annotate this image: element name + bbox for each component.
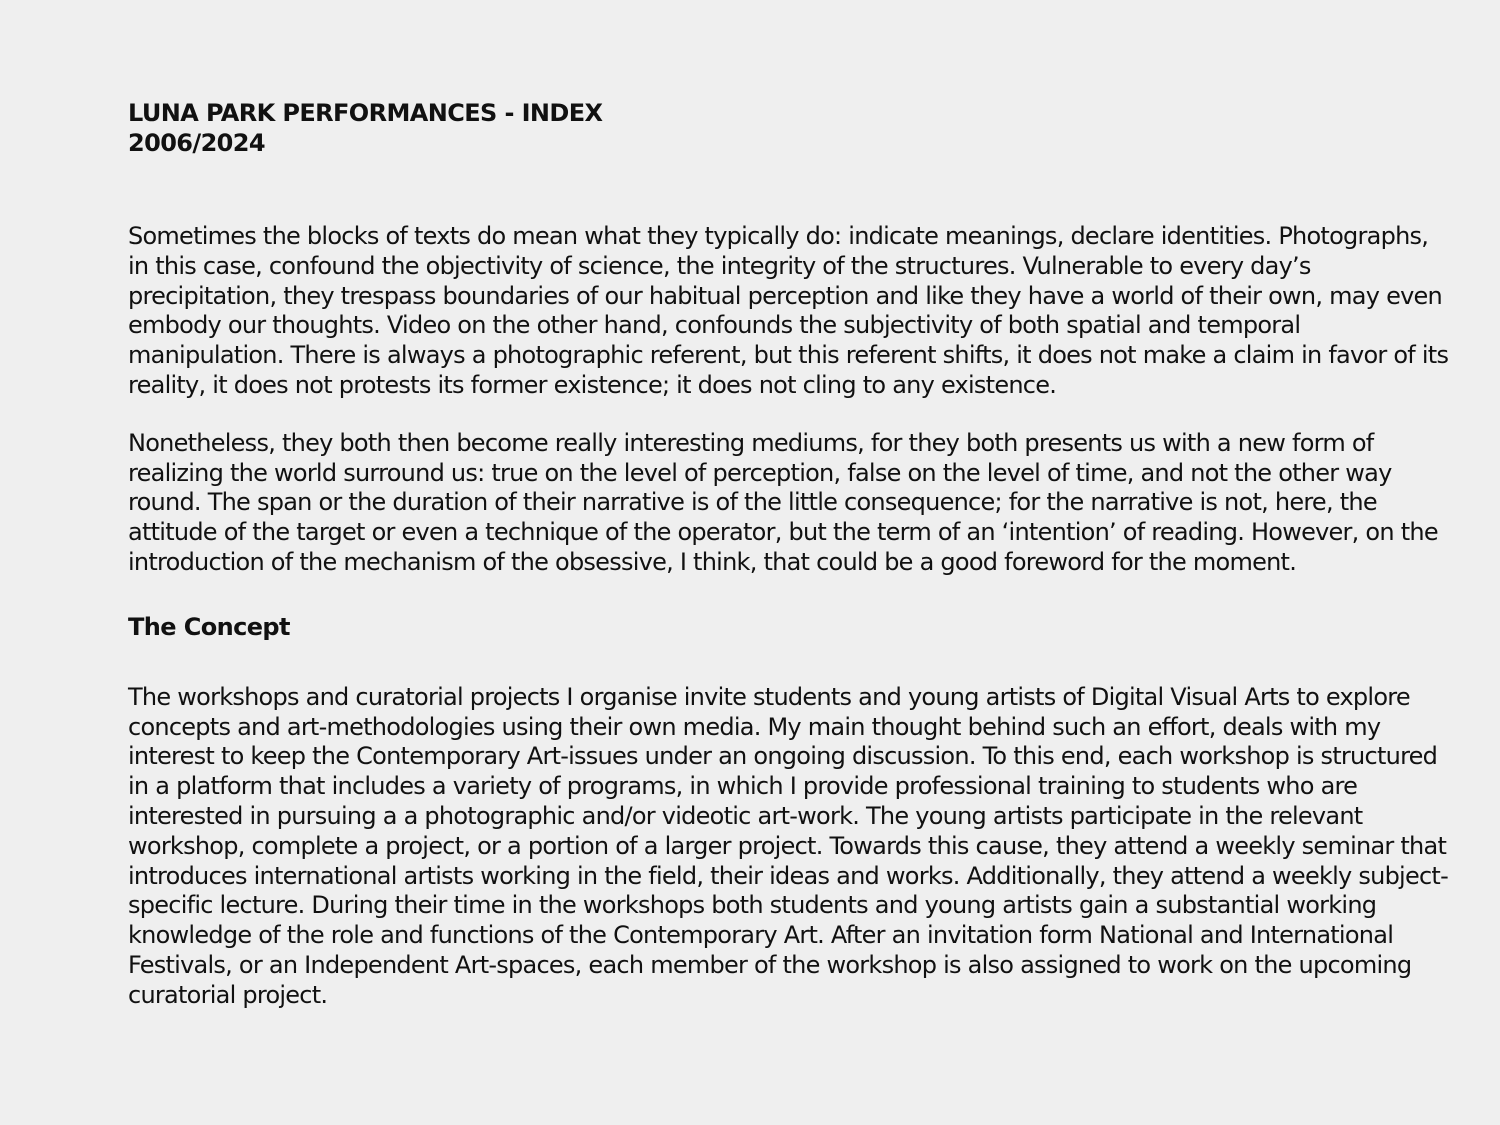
page-title [128,98,1452,158]
page-years: 2006/2024 [128,129,265,157]
page-title-text: LUNA PARK PERFORMANCES - INDEX [128,99,603,127]
intro-paragraph-2: Nonetheless, they both then become really interesting mediums, for they both presents us with a new form of realizing the world surround us: true on the level of perception, false on the level of time, and not the other way round. The span or the duration of their narrative is of the little consequence; for the narrative is not, here, the attitude of the target or even a technique of the operator, but the term of an ‘intention’ of reading. However, on the introduction of the mechanism of the obsessive, I think, that could be a good foreword for the moment. [128,428,1438,576]
page-content [128,98,1452,1011]
concept-heading: The Concept [128,612,290,641]
intro-paragraph-1: Sometimes the blocks of texts do mean what they typically do: indicate meanings, declare identities. Photographs, in this case, confound the objectivity of science, the integrity of the structures. Vulnerable to every day’s precipitation, they trespass boundaries of our habitual perception and like they have a world of their own, may even embody our thoughts. Video on the other hand, confounds the subjectivity of both spatial and temporal manipulation. There is always a photographic referent, but this referent shifts, it does not make a claim in favor of its reality, it does not protests its former existence; it does not cling to any existence. [128,222,1449,399]
concept-paragraph: The workshops and curatorial projects I organise invite students and young artists of Digital Visual Arts to explore concepts and art-methodologies using their own media. My main thought behind such an effort, deals with my interest to keep the Contemporary Art-issues under an ongoing discussion. To this end, each workshop is structured in a platform that includes a variety of programs, in which I provide professional training to students who are interested in pursuing a a photographic and/or videotic art-work. The young artists participate in the relevant workshop, complete a project, or a portion of a larger project. Towards this cause, they attend a weekly seminar that introduces international artists working in the field, their ideas and works. Additionally, they attend a weekly subject-specific lecture. During their time in the workshops both students and young artists gain a substantial working knowledge of the role and functions of the Contemporary Art. After an invitation form National and International Festivals, or an Independent Art-spaces, each member of the workshop is also assigned to work on the upcoming curatorial project. [128,682,1448,1009]
